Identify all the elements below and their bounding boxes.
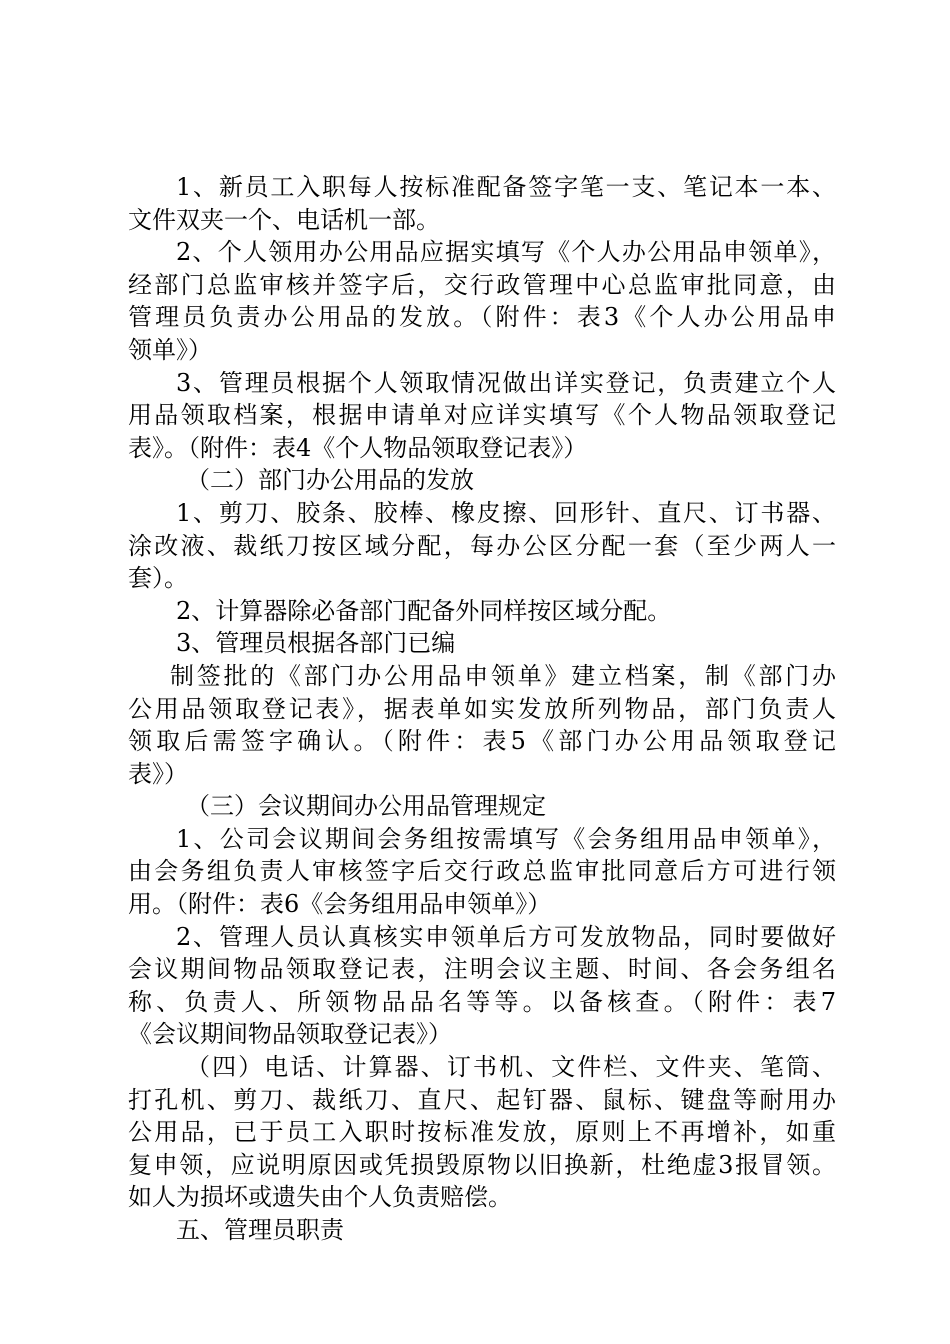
section-heading-4-line-1: （四）电话、计算器、订书机、文件栏、文件夹、笔筒、 xyxy=(186,1053,836,1082)
paragraph-9-line-4: 复申领，应说明原因或凭损毁原物以旧换新，杜绝虚3报冒领。 xyxy=(128,1150,836,1179)
paragraph-2-line-4: 领单》） xyxy=(128,335,212,364)
paragraph-3-line-2: 用品领取档案，根据申请单对应详实填写《个人物品领取登记 xyxy=(128,401,836,430)
paragraph-2-line-3: 管理员负责办公用品的发放。（附件：表3《个人办公用品申 xyxy=(128,303,836,332)
section-heading-2: （二）部门办公用品的发放 xyxy=(186,466,474,495)
paragraph-7-line-3: 用。（附件：表6《会务组用品申领单》） xyxy=(128,890,552,919)
paragraph-8-line-3: 称、负责人、所领物品品名等等。以备核查。（附件：表7 xyxy=(128,987,836,1016)
document-body xyxy=(128,171,836,1247)
paragraph-6-line-5: 表》） xyxy=(128,759,188,788)
section-heading-5: 五、管理员职责 xyxy=(176,1216,344,1244)
paragraph-1-line-2: 文件双夹一个、电话机一部。 xyxy=(128,205,440,234)
paragraph-5-line-1: 2、计算器除必备部门配备外同样按区域分配。 xyxy=(176,596,672,625)
section-heading-3: （三）会议期间办公用品管理规定 xyxy=(186,792,546,821)
paragraph-8-line-2: 会议期间物品领取登记表，注明会议主题、时间、各会务组名 xyxy=(128,955,836,984)
paragraph-8-line-4: 《会议期间物品领取登记表》） xyxy=(128,1020,452,1049)
paragraph-8-line-1: 2、管理人员认真核实申领单后方可发放物品，同时要做好 xyxy=(176,922,836,951)
paragraph-2-line-1: 2、个人领用办公用品应据实填写《个人办公用品申领单》， xyxy=(176,238,836,267)
paragraph-3-line-3: 表》。（附件：表4《个人物品领取登记表》） xyxy=(128,433,588,462)
paragraph-1-line-1: 1、新员工入职每人按标准配备签字笔一支、笔记本一本、 xyxy=(176,173,836,201)
paragraph-3-line-1: 3、管理员根据个人领取情况做出详实登记，负责建立个人 xyxy=(176,368,836,397)
paragraph-7-line-1: 1、公司会议期间会务组按需填写《会务组用品申领单》， xyxy=(176,824,836,853)
paragraph-9-line-5: 如人为损坏或遗失由个人负责赔偿。 xyxy=(128,1183,512,1212)
paragraph-4-line-2: 涂改液、裁纸刀按区域分配，每办公区分配一套（至少两人一 xyxy=(128,531,836,560)
paragraph-6-line-2: 制签批的《部门办公用品申领单》建立档案，制《部门办 xyxy=(170,661,836,690)
paragraph-9-line-2: 打孔机、剪刀、裁纸刀、直尺、起钉器、鼠标、键盘等耐用办 xyxy=(128,1085,836,1114)
paragraph-6-line-4: 领取后需签字确认。（附件：表5《部门办公用品领取登记 xyxy=(128,727,836,756)
paragraph-4-line-1: 1、剪刀、胶条、胶棒、橡皮擦、回形针、直尺、订书器、 xyxy=(176,498,836,527)
paragraph-2-line-2: 经部门总监审核并签字后，交行政管理中心总监审批同意，由 xyxy=(128,270,836,299)
paragraph-7-line-2: 由会务组负责人审核签字后交行政总监审批同意后方可进行领 xyxy=(128,857,836,886)
paragraph-6-line-3: 公用品领取登记表》，据表单如实发放所列物品，部门负责人 xyxy=(128,694,836,723)
paragraph-6-line-1: 3、管理员根据各部门已编 xyxy=(176,629,456,658)
paragraph-9-line-3: 公用品，已于员工入职时按标准发放，原则上不再增补，如重 xyxy=(128,1118,836,1147)
paragraph-4-line-3: 套）。 xyxy=(128,564,188,593)
